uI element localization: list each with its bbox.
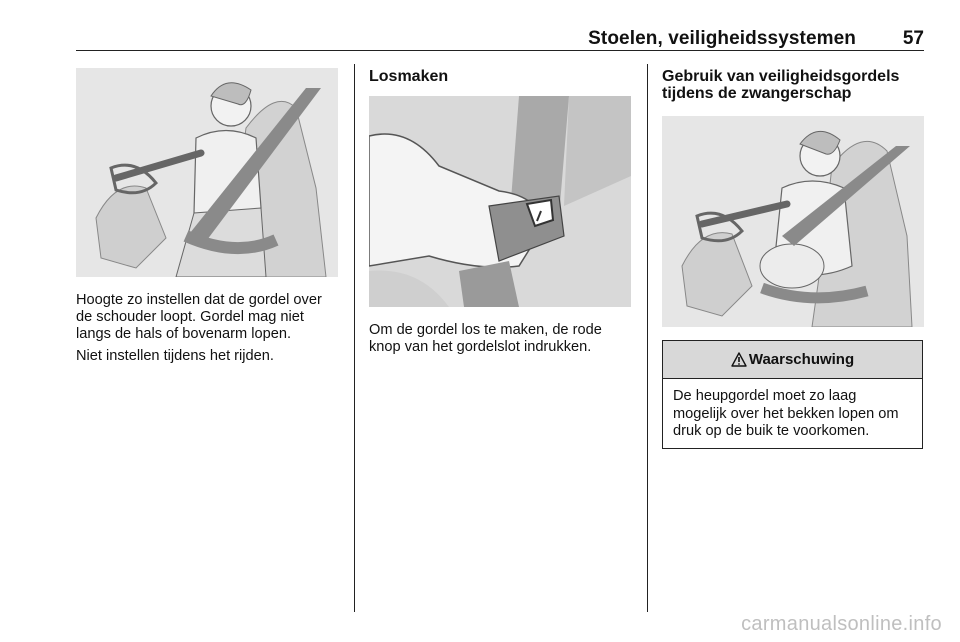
heading-losmaken: Losmaken [369,68,449,85]
page-title: Stoelen, veiligheidssystemen [588,28,856,49]
watermark: carmanualsonline.info [741,613,942,635]
paragraph-release-instruction: Om de gordel los te maken, de rode knop van het gordelslot indrukken. [369,322,602,355]
column-divider-2 [647,64,648,612]
driver-seatbelt-illustration [76,68,338,277]
pregnant-driver-illustration [662,116,924,327]
paragraph-belt-height: Hoogte zo instellen dat de gordel over de schouder loopt. Gordel mag niet langs de hals of bovenarm lopen. [76,292,322,342]
figure-release-buckle [369,96,631,307]
column-divider-1 [354,64,355,612]
page-header [76,26,924,51]
figure-belt-height [76,68,338,277]
warning-box [662,340,923,449]
heading-pregnancy: Gebruik van veiligheidsgordels tijdens de zwangerschap [662,68,900,102]
warning-triangle-icon [731,352,747,367]
warning-text: De heupgordel moet zo laag mogelijk over het bekken lopen om druk op de buik te voorkomen. [673,388,899,439]
figure-pregnancy-belt [662,116,924,327]
warning-header [663,341,922,379]
paragraph-no-adjust-driving: Niet instellen tijdens het rijden. [76,348,274,364]
warning-title: Waarschuwing [748,351,855,368]
page-number: 57 [902,28,924,49]
buckle-release-illustration [369,96,631,307]
